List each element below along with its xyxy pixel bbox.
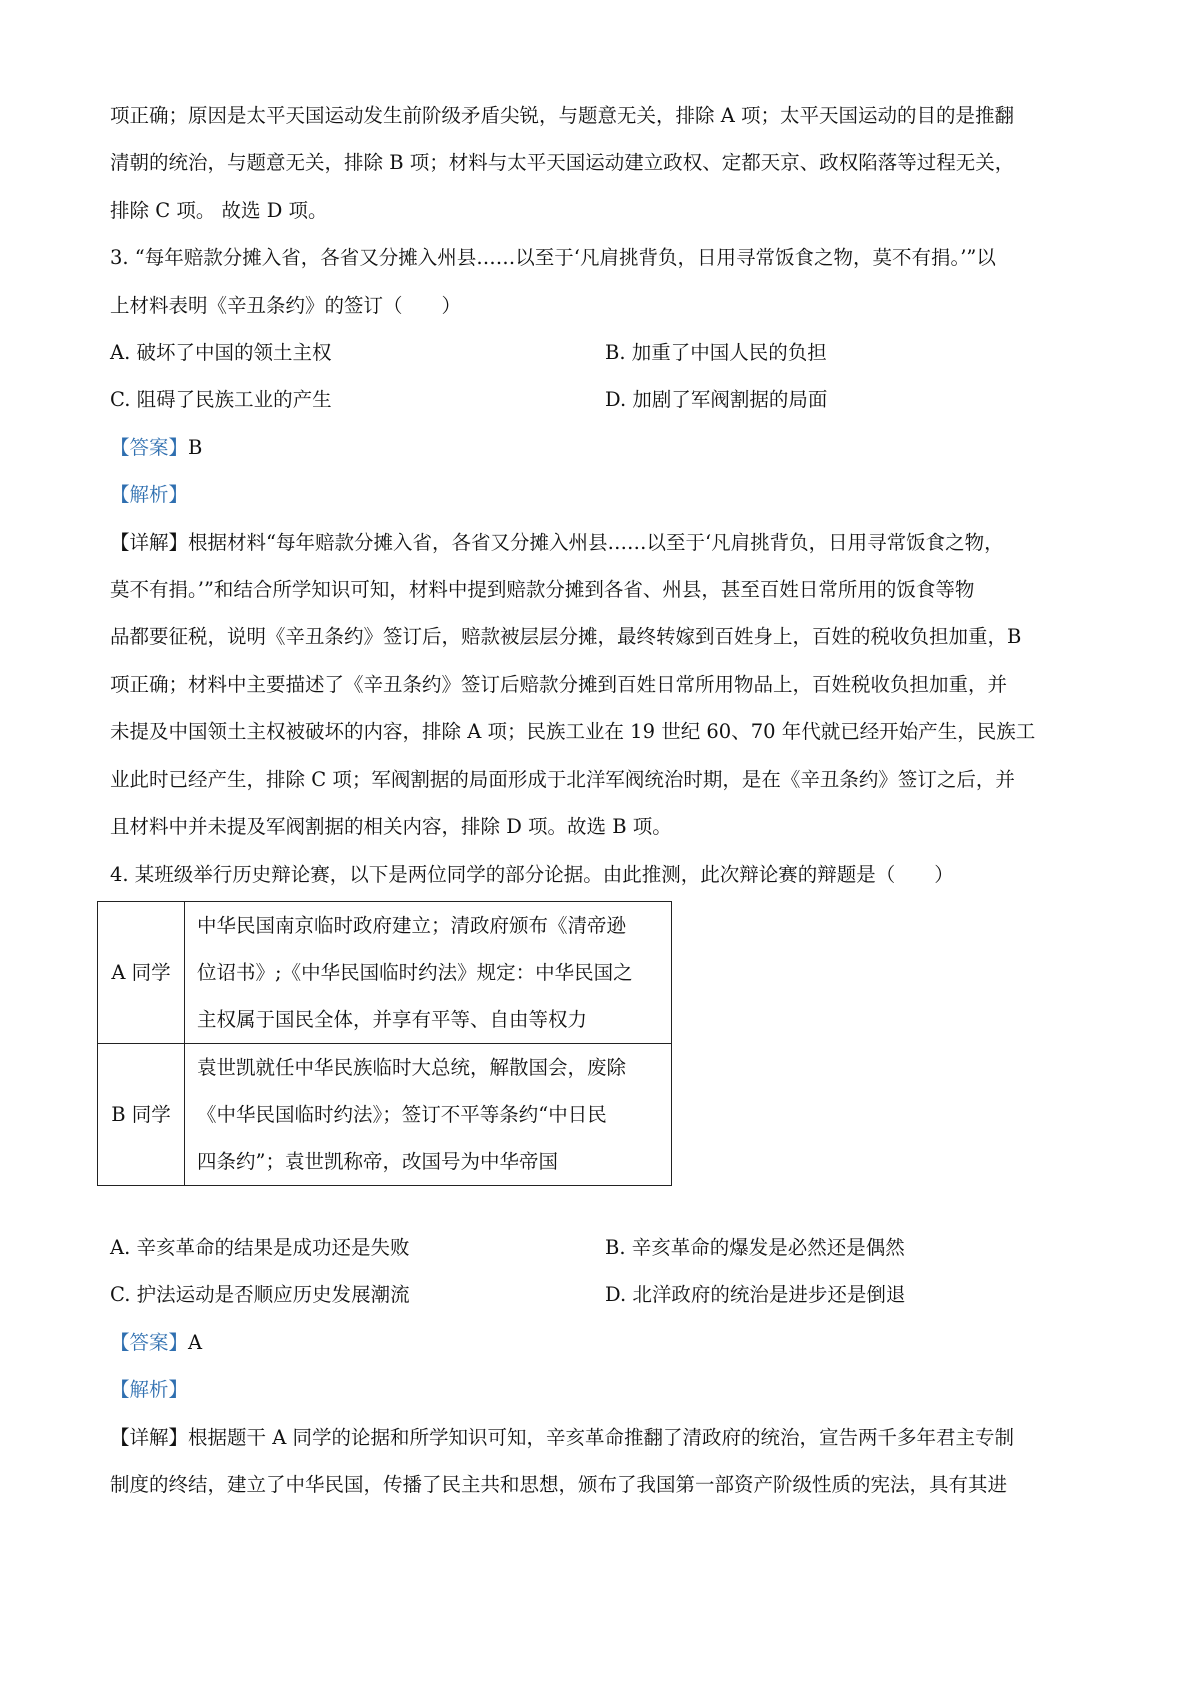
q3-detail-line: 项正确；材料中主要描述了《辛丑条约》签订后赔款分摊到百姓日常所用物品上，百姓税收负担加重，并 [110,672,1008,696]
analysis-tag: 【解析】 [110,483,189,507]
q4-option-a: A. 辛亥革命的结果是成功还是失败 [110,1235,410,1259]
intro-line: 项正确；原因是太平天国运动发生前阶级矛盾尖锐，与题意无关，排除 A 项；太平天国运动的目的是推翻 [110,104,1014,127]
q3-option-a: A. 破坏了中国的领土主权 [110,341,332,365]
q3-answer [110,424,1100,471]
answer-value: B [188,435,203,459]
evidence-line: 《中华民国临时约法》；签订不平等条约“中日民 [197,1102,607,1126]
student-evidence [185,901,672,1043]
detail-text: 根据材料“每年赔款分摊入省，各省又分摊入州县……以至于‘凡肩挑背负，日用寻常饭食之物， [188,530,1004,554]
q4-option-c: C. 护法运动是否顺应历史发展潮流 [110,1283,410,1307]
detail-text: 根据题干 A 同学的论据和所学知识可知，辛亥革命推翻了清政府的统治，宣告两千多年君主专制 [188,1425,1014,1449]
evidence-line: 主权属于国民全体，并享有平等、自由等权力 [197,1007,588,1031]
q4-options-row [110,1224,1100,1271]
page-content [110,92,1100,1508]
answer-value: A [188,1330,203,1354]
intro-line: 清朝的统治，与题意无关，排除 B 项；材料与太平天国运动建立政权、定都天京、政权陷落等过程无关， [110,151,1015,175]
answer-tag: 【答案】 [110,1330,189,1354]
q3-options-row [110,329,1100,376]
detail-tag: 【详解】 [110,530,189,554]
student-label: A 同学 [98,901,185,1043]
q4-evidence-table [97,901,672,1186]
evidence-line: 中华民国南京临时政府建立；清政府颁布《清帝逊 [197,913,627,937]
q3-analysis [110,471,1100,518]
evidence-line: 袁世凯就任中华民族临时大总统，解散国会，废除 [197,1055,627,1079]
q3-stem-line: 上材料表明《辛丑条约》的签订（ ） [110,293,462,317]
q3-detail-line: 莫不有捐。’”和结合所学知识可知，材料中提到赔款分摊到各省、州县，甚至百姓日常所用的饭食等物 [110,578,975,602]
q3-detail-line: 品都要征税，说明《辛丑条约》签订后，赔款被层层分摊，最终转嫁到百姓身上，百姓的税收负担加重，B [110,625,1022,649]
q4-option-d: D. 北洋政府的统治是进步还是倒退 [605,1283,906,1307]
evidence-line: 位诏书》;《中华民国临时约法》规定：中华民国之 [197,960,633,984]
q3-option-d: D. 加剧了军阀割据的局面 [605,388,828,412]
answer-tag: 【答案】 [110,435,189,459]
q3-options-row [110,376,1100,423]
q3-stem-line: 3. “每年赔款分摊入省，各省又分摊入州县……以至于‘凡肩挑背负，日用寻常饭食之物，莫不有捐。’”以 [110,246,996,270]
q3-detail-line: 且材料中并未提及军阀割据的相关内容，排除 D 项。故选 B 项。 [110,815,672,839]
q3-detail-line [110,519,1100,566]
q4-detail-line: 制度的终结，建立了中华民国，传播了民主共和思想，颁布了我国第一部资产阶级性质的宪法，具有其进 [110,1472,1008,1496]
table-row [98,1043,672,1185]
q4-detail-line [110,1414,1100,1461]
student-label: B 同学 [98,1043,185,1185]
q3-option-b: B. 加重了中国人民的负担 [605,341,827,365]
q4-answer [110,1319,1100,1366]
q3-detail-line: 业此时已经产生，排除 C 项；军阀割据的局面形成于北洋军阀统治时期，是在《辛丑条约》签订之后，并 [110,767,1015,791]
q4-analysis [110,1366,1100,1413]
q3-option-c: C. 阻碍了民族工业的产生 [110,388,332,412]
table-row [98,901,672,1043]
q4-options-row [110,1271,1100,1318]
q4-option-b: B. 辛亥革命的爆发是必然还是偶然 [605,1235,905,1259]
student-evidence [185,1043,672,1185]
evidence-line: 四条约”；袁世凯称帝，改国号为中华帝国 [197,1149,558,1173]
q4-stem: 4. 某班级举行历史辩论赛，以下是两位同学的部分论据。由此推测，此次辩论赛的辩题是（ ） [110,862,954,886]
detail-tag: 【详解】 [110,1425,189,1449]
intro-line: 排除 C 项。 故选 D 项。 [110,198,328,222]
analysis-tag: 【解析】 [110,1378,189,1402]
q3-detail-line: 未提及中国领土主权被破坏的内容，排除 A 项；民族工业在 19 世纪 60、70 年代就已经开始产生，民族工 [110,720,1036,744]
